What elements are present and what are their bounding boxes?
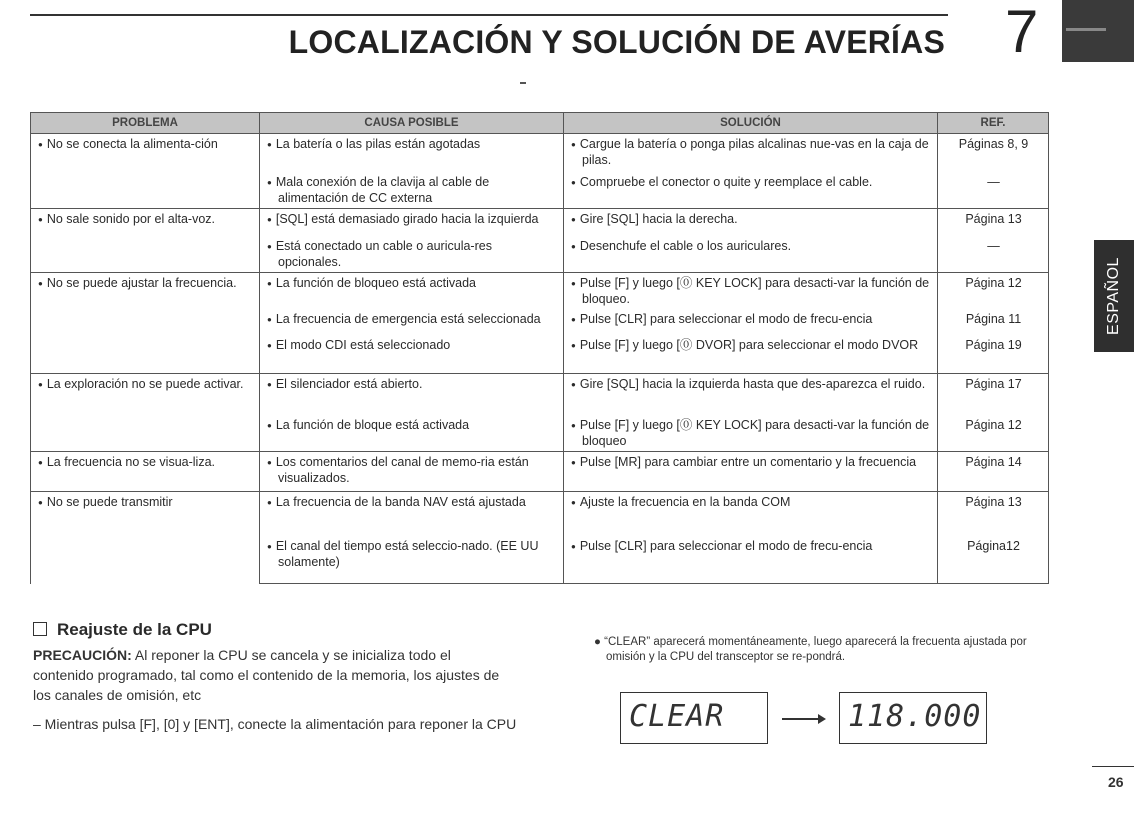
ref-cell [938,536,1049,584]
cause-cell [260,134,564,172]
solution-text: ● Pulse [F] y luego [⓪ DVOR] para seleccionar el modo DVOR [571,338,931,354]
problem-cell [31,492,260,584]
solution-cell [564,373,938,415]
header-rule [30,14,948,16]
cause-cell [260,452,564,492]
ref-cell [938,273,1049,310]
ref-text: Página 12 [965,418,1022,432]
problem-text: ● La exploración no se puede activar. [38,377,253,393]
cause-text: ● La función de bloque está activada [267,418,557,434]
print-mark [520,82,526,84]
ref-cell [938,309,1049,335]
ref-cell [938,492,1049,536]
troubleshooting-table [30,112,1049,584]
ref-text: Página 12 [965,276,1022,290]
cause-text: ● La batería o las pilas están agotadas [267,137,557,153]
solution-text: ● Compruebe el conector o quite y reemplace el cable. [571,175,931,191]
cause-cell [260,172,564,209]
solution-cell [564,273,938,310]
solution-text: ● Gire [SQL] hacia la derecha. [571,212,931,228]
chapter-tab-notch [1066,28,1106,31]
language-tab [1094,240,1134,352]
cause-text: ● El silenciador está abierto. [267,377,557,393]
page-number: 26 [1108,774,1124,790]
ref-cell [938,373,1049,415]
problem-cell [31,373,260,452]
cause-text: ● La frecuencia de emergencia está seleccionada [267,312,557,328]
ref-cell [938,172,1049,209]
ref-text: Páginas 8, 9 [958,137,1029,151]
table-row [31,273,1049,310]
caution-text: Al reponer la CPU se cancela y se inicializa todo el contenido programado, tal como el contenido de la memoria, los ajustes de los canales de omisión, etc [33,647,500,703]
column-header-cause: CAUSA POSIBLE [260,113,564,134]
table-header-row [31,113,1049,134]
ref-text: Página 13 [965,211,1022,226]
problem-text: ● No sale sonido por el alta-voz. [38,212,253,228]
table-row [31,134,1049,172]
lcd-display-after [839,692,987,744]
ref-cell [938,134,1049,172]
cause-text: ● [SQL] está demasiado girado hacia la izquierda [267,212,557,228]
cause-text: ● Mala conexión de la clavija al cable de alimentación de CC externa [267,175,557,205]
lcd-text-after: 118.000 [848,699,982,734]
problem-text: ● No se conecta la alimenta-ción [38,137,253,153]
solution-text: ● Pulse [MR] para cambiar entre un comentario y la frecuencia [571,455,931,471]
chapter-tab [1062,0,1134,62]
cause-text: ● El modo CDI está seleccionado [267,338,557,354]
solution-text: ● Ajuste la frecuencia en la banda COM [571,495,931,511]
column-header-problem: PROBLEMA [31,113,260,134]
ref-text: Página 11 [965,312,1022,326]
problem-text: ● No se puede transmitir [38,495,253,511]
ref-cell [938,452,1049,492]
problem-cell [31,208,260,273]
page-title: LOCALIZACIÓN Y SOLUCIÓN DE AVERÍAS [288,24,945,60]
table-row [31,373,1049,415]
section-box-icon [33,622,47,636]
caution-label: PRECAUCIÓN: [33,647,132,663]
column-header-solution: SOLUCIÓN [564,113,938,134]
right-arrow-icon [782,718,824,720]
solution-cell [564,452,938,492]
chapter-number: 7 [1005,0,1039,65]
cause-cell [260,492,564,536]
problem-text: ● La frecuencia no se visua-liza. [38,455,253,471]
solution-cell [564,236,938,273]
cause-cell [260,208,564,236]
ref-cell [938,208,1049,236]
reset-note: ● “CLEAR” aparecerá momentáneamente, luego aparecerá la frecuenta ajustada por omisión y la CPU del transceptor se re-pondrá. [594,636,1027,663]
solution-text: ● Gire [SQL] hacia la izquierda hasta que des-aparezca el ruido. [571,377,931,393]
cause-cell [260,536,564,584]
cause-cell [260,273,564,310]
solution-cell [564,335,938,373]
ref-cell [938,335,1049,373]
cause-text: ● La frecuencia de la banda NAV está ajustada [267,495,557,511]
solution-text: ● Cargue la batería o ponga pilas alcalinas nue-vas en la caja de pilas. [571,137,931,167]
solution-cell [564,172,938,209]
ref-text: Página 17 [965,376,1022,391]
problem-cell [31,273,260,374]
cause-cell [260,236,564,273]
column-header-ref: REF. [938,113,1049,134]
solution-cell [564,415,938,452]
cause-cell [260,373,564,415]
solution-text: ● Desenchufe el cable o los auriculares. [571,239,931,255]
cause-text: ● Está conectado un cable o auricula-res opcionales. [267,239,557,269]
ref-text: — [987,239,1000,253]
ref-text: Página 14 [965,455,1022,469]
ref-cell [938,236,1049,273]
section-title-text: Reajuste de la CPU [57,620,212,639]
table-row [31,492,1049,536]
table-row [31,208,1049,236]
solution-text: ● Pulse [F] y luego [⓪ KEY LOCK] para desacti-var la función de bloqueo. [571,276,931,306]
solution-text: ● Pulse [CLR] para seleccionar el modo de frecu-encia [571,312,931,328]
problem-cell [31,452,260,492]
cause-cell [260,415,564,452]
cause-text: ● El canal del tiempo está seleccio-nado. (EE UU solamente) [267,539,557,569]
section-title [33,620,212,640]
cause-text: ● Los comentarios del canal de memo-ria están visualizados. [267,455,557,485]
language-tab-label: ESPAÑOL [1105,257,1122,335]
problem-text: ● No se puede ajustar la frecuencia. [38,276,253,292]
reset-instruction: – Mientras pulsa [F], [0] y [ENT], conecte la alimentación para reponer la CPU [33,716,517,732]
solution-text: ● Pulse [F] y luego [⓪ KEY LOCK] para desacti-var la función de bloqueo [571,418,931,448]
lcd-text-before: CLEAR [629,699,725,734]
ref-text: — [987,174,1000,189]
ref-text: Página12 [967,538,1020,553]
solution-cell [564,536,938,584]
ref-text: Página 13 [965,495,1022,509]
solution-cell [564,134,938,172]
table-row [31,452,1049,492]
cause-cell [260,335,564,373]
caution-paragraph [33,645,508,705]
ref-text: Página 19 [965,338,1022,352]
solution-cell [564,309,938,335]
lcd-display-before [620,692,768,744]
solution-cell [564,208,938,236]
solution-text: ● Pulse [CLR] para seleccionar el modo de frecu-encia [571,539,931,555]
problem-cell [31,134,260,209]
ref-cell [938,415,1049,452]
cause-text: ● La función de bloqueo está activada [267,276,557,292]
page-number-rule [1092,766,1134,767]
cause-cell [260,309,564,335]
solution-cell [564,492,938,536]
